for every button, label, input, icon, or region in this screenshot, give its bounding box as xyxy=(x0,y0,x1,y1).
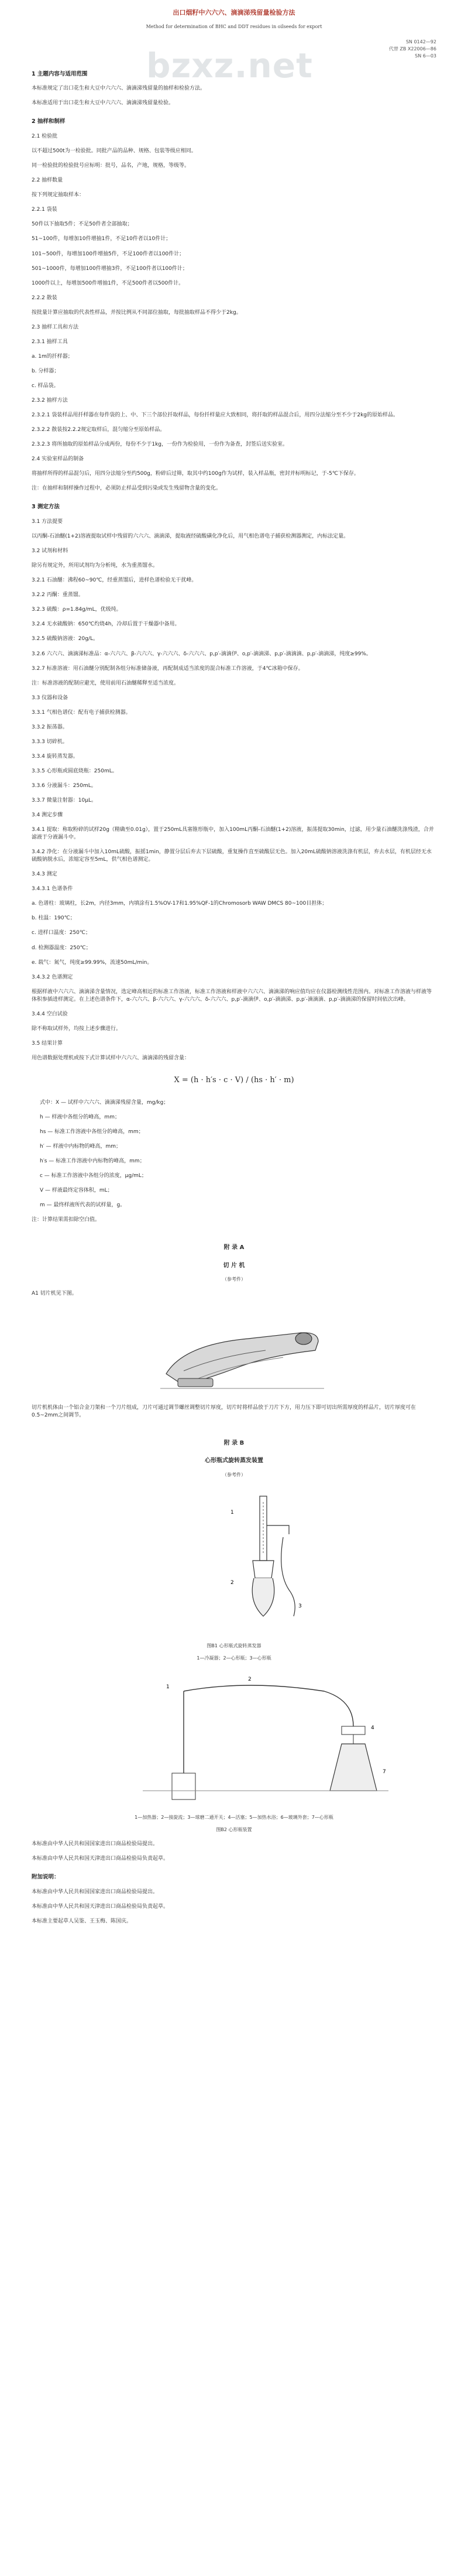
formula-variable: c — 标准工作溶液中各组分的浓度，μg/mL； xyxy=(40,1173,147,1179)
paragraph: 除不称取试样外，均按上述步骤进行。 xyxy=(32,1025,122,1032)
appendix-b-title: 心形瓶式旋转蒸发装置 xyxy=(205,1458,263,1465)
paragraph: 3.3.3 切碎机。 xyxy=(32,738,68,745)
svg-text:1: 1 xyxy=(230,1509,234,1516)
appendix-a-note: （参考件） xyxy=(222,1277,246,1282)
additional-note-line: 本标准由中华人民共和国天津进出口商品检验局负责起草。 xyxy=(32,1903,169,1910)
watermark: bzxz.net xyxy=(146,46,313,85)
svg-text:4: 4 xyxy=(371,1725,374,1731)
paragraph: 3.2.4 无水硫酸钠：650℃灼烧4h，冷却后置于干燥器中备用。 xyxy=(32,621,180,628)
appendix-a-item: A1 切片机见下图。 xyxy=(32,1290,77,1296)
paragraph: 3.4 测定步骤 xyxy=(32,812,63,819)
formula-variables xyxy=(32,1099,436,1209)
standard-number: SN 0142—92 xyxy=(405,39,436,45)
paragraph: 2.3.2.2 散装按2.2.2规定取样后，混匀缩分至原始样品。 xyxy=(32,427,166,433)
paragraph: 3.3.4 旋转蒸发器。 xyxy=(32,753,78,760)
paragraph: 3.3.2 振荡器。 xyxy=(32,724,68,730)
paragraph: c. 样品袋。 xyxy=(32,382,59,389)
paragraph: 注：在抽样和制样操作过程中，必须防止样品受到污染或发生残留物含量的变化。 xyxy=(32,485,222,492)
paragraph: 3.3.5 心形瓶或圆底烧瓶：250mL。 xyxy=(32,768,118,774)
paragraph: 3.1 方法提要 xyxy=(32,519,63,525)
slicer-illustration xyxy=(149,1309,336,1397)
paragraph: 3.3.6 分液漏斗：250mL。 xyxy=(32,782,97,789)
paragraph: 3.5 结果计算 xyxy=(32,1040,63,1046)
paragraph: 2.4 实验室样品的制备 xyxy=(32,456,84,463)
figure-b2-caption: 图B2 心形瓶装置 xyxy=(216,1827,252,1833)
formula-variable: 式中：X — 试样中六六六、滴滴涕残留含量，mg/kg； xyxy=(40,1099,169,1106)
formula-variable: h′s — 标准工作溶液中内标物的峰高，mm； xyxy=(40,1158,145,1164)
paragraph: 3.4.4 空白试验 xyxy=(32,1011,68,1017)
paragraph: d. 检测器温度：250℃； xyxy=(32,945,91,951)
paragraph: 2.2.2 散装 xyxy=(32,295,57,301)
paragraph: 3.2.6 六六六、滴滴涕标准品：α-六六六、β-六六六、γ-六六六、δ-六六六、p,p′-滴滴伊、o,p′-滴滴涕、p,p′-滴滴滴、p,p′-滴滴涕，纯度≥99%。 xyxy=(32,651,371,657)
document-body xyxy=(32,70,436,1062)
appendix-b-text-1: 本标准由中华人民共和国国家进出口商品检验局提出。 xyxy=(32,1841,159,1847)
paragraph: 2.1 检验批 xyxy=(32,134,58,140)
calculation-formula: X = (h · h′s · c · V) / (hs · h′ · m) xyxy=(174,1075,294,1085)
appendix-b-text-2: 本标准由中华人民共和国天津进出口商品检验局负责起草。 xyxy=(32,1855,169,1862)
paragraph: 注：标准溶液的配制应避光，使用前用石油醚稀释至适当浓度。 xyxy=(32,680,180,686)
paragraph: 50件以下抽取5件；不足50件者全部抽取； xyxy=(32,221,133,228)
paragraph: 2.3.2 抽样方法 xyxy=(32,398,68,403)
paragraph: 2.3.2.3 将所抽取的原始样品分成两份，每份不少于1kg，一份作为检验用，一份作为备查，封签后送实验室。 xyxy=(32,442,288,448)
paragraph: 3.2.1 石油醚：沸程60~90℃，经重蒸馏后，进样色谱检验无干扰峰。 xyxy=(32,577,197,584)
paragraph: 2.2.1 袋装 xyxy=(32,207,57,213)
svg-text:2: 2 xyxy=(230,1579,234,1586)
document-title: 出口烟籽中六六六、滴滴涕残留量检验方法 xyxy=(173,9,295,16)
paragraph: 3.4.3.2 色谱测定 xyxy=(32,974,73,980)
replaced-standard: 代替 ZB X22006—86 xyxy=(388,46,436,52)
paragraph: 2.3.1 抽样工具 xyxy=(32,338,68,345)
formula-variable: V — 样液最终定容体积，mL； xyxy=(40,1188,113,1194)
additional-notes xyxy=(32,1889,436,1925)
paragraph: 3.2.7 标准溶液：用石油醚分别配制各组分标准储备液，再配制成适当浓度的混合标准工作溶液，于4℃冰箱中保存。 xyxy=(32,665,304,672)
formula-variable: hs — 标准工作溶液中各组分的峰高，mm； xyxy=(40,1128,144,1135)
paragraph: 本标准规定了出口花生和大豆中六六六、滴滴涕残留量的抽样和检验方法。 xyxy=(32,85,206,92)
paragraph: 3.4.3.1 色谱条件 xyxy=(32,886,73,892)
paragraph: 3.2.2 丙酮：重蒸馏。 xyxy=(32,592,84,598)
paragraph: 以丙酮-石油醚(1+2)溶液提取试样中残留的六六六、滴滴涕，提取液经硫酸磺化净化后，用气相色谱电子捕获检测器测定，内标法定量。 xyxy=(32,533,349,540)
paragraph: 按下列规定抽取样本： xyxy=(32,192,85,199)
appendix-b-note: （参考件） xyxy=(222,1472,246,1477)
paragraph: 501~1000件，每增加100件增抽3件，不足100件者以100件计； xyxy=(32,265,188,272)
svg-text:7: 7 xyxy=(383,1768,386,1775)
section-heading: 1 主题内容与适用范围 xyxy=(32,70,88,77)
paragraph: 3.4.2 净化：在分液漏斗中加入10mL硫酸，振摇1min，静置分层后弃去下层硫酸，重复操作直至硫酸层无色。加入20mL硫酸钠溶液洗涤有机层，弃去水层，有机层经无水硫酸钠脱水后，浓缩定容至5mL，供气相色谱测定。 xyxy=(32,849,432,863)
paragraph: 2.3 抽样工具和方法 xyxy=(32,324,79,330)
svg-text:1: 1 xyxy=(166,1684,170,1690)
formula-variable: h — 样液中各组分的峰高，mm； xyxy=(40,1114,120,1120)
figure-b1-caption: 图B1 心形瓶式旋转蒸发器 xyxy=(207,1643,261,1648)
paragraph: 按批量计算应抽取的代表性样品，并按比例从不同部位抽取，每批抽取样品不得少于2kg。 xyxy=(32,309,242,316)
section-heading: 2 抽样和制样 xyxy=(32,118,66,125)
svg-text:2: 2 xyxy=(248,1676,252,1682)
paragraph: 以不超过500t为一检验批。同批产品的品种、规格、包装等级应相同。 xyxy=(32,148,197,155)
formula-variable: h′ — 样液中内标物的峰高，mm； xyxy=(40,1143,122,1150)
paragraph: a. 色谱柱：玻璃柱，长2m，内径3mm，内填涂有1.5%OV-17和1.95%QF-1的Chromosorb WAW DMCS 80~100目担体； xyxy=(32,901,328,907)
additional-notes-label: 附加说明： xyxy=(32,1873,60,1880)
paragraph: 2.3.2.1 袋装样品用扦样器在每件袋的上、中、下三个部位扦取样品，每份扦样量应大致相同，将扦取的样品混合后，用四分法缩分至不少于2kg的原始样品。 xyxy=(32,412,399,419)
appendix-b-label: 附 录 B xyxy=(223,1439,245,1446)
appendix-a-title: 切 片 机 xyxy=(223,1262,245,1269)
figure-b1-legend: 1—冷凝器；2—心形瓶；3—心形瓶 xyxy=(197,1655,271,1661)
paragraph: 3.3 仪器和设备 xyxy=(32,695,68,701)
paragraph: 用色谱数据处理机或按下式计算试样中六六六、滴滴涕的残留含量： xyxy=(32,1055,190,1061)
paragraph: 根据样液中六六六、滴滴涕含量情况，选定峰高相近的标准工作溶液，标准工作溶液和样液中六六六、滴滴涕的响应值均应在仪器检测线性范围内。对标准工作溶液与样液等体积参插进样测定。在上述色谱条件下，α-六六六、β-六六六、γ-六六六、δ-六六六、p,p′-滴滴伊、o,p′-滴滴涕、p,p′-滴滴滴、p,p′-滴滴涕的保留时间依次出峰。 xyxy=(32,988,432,1003)
additional-note-line: 本标准主要起草人吴鉴、王玉梅、陈国庆。 xyxy=(32,1918,132,1924)
paragraph: b. 柱温：190℃； xyxy=(32,915,75,922)
svg-text:3: 3 xyxy=(298,1603,302,1609)
paragraph: 3.3.1 气相色谱仪：配有电子捕获检测器。 xyxy=(32,709,131,716)
paragraph: 51~100件，每增加10件增抽1件，不足10件者以10件计； xyxy=(32,236,171,242)
appendix-a-description: 切片机机体由一个铝合金刀架和一个刀片组成，刀片可通过调节螺丝调整切片厚度，切片时将样品放于刀片下方，用力压下即可切出所需厚度的样品片，切片厚度可在0.5~2mm之间调节。 xyxy=(32,1404,417,1418)
formula-variable: m — 最终样液所代表的试样量，g。 xyxy=(40,1202,126,1209)
paragraph: 3.4.3 测定 xyxy=(32,871,57,878)
additional-note-line: 本标准由中华人民共和国国家进出口商品检验局提出。 xyxy=(32,1889,159,1895)
document-subtitle: Method for determination of BHC and DDT residues in oilseeds for export xyxy=(146,23,322,29)
paragraph: c. 进样口温度：250℃； xyxy=(32,930,91,936)
paragraph: 1000件以上，每增加500件增抽1件，不足500件者以500件计。 xyxy=(32,280,184,286)
paragraph: 3.2.3 硫酸：ρ=1.84g/mL，优级纯。 xyxy=(32,607,122,613)
paragraph: 2.2 抽样数量 xyxy=(32,177,63,184)
paragraph: 3.4.1 提取：称取粉碎的试样20g（精确至0.01g），置于250mL具塞锥形瓶中，加入100mL丙酮-石油醚(1+2)溶液，振荡提取30min，过滤，用少量石油醚洗涤残渣，合并滤液于分液漏斗中。 xyxy=(32,827,434,841)
concentration-apparatus-illustration xyxy=(131,1674,400,1808)
paragraph: 3.2.5 硫酸钠溶液：20g/L。 xyxy=(32,636,98,642)
paragraph: 将抽样所得的样品混匀后，用四分法缩分至约500g，粉碎后过筛，取其中约100g作为试样，装入样品瓶，密封并标明标记，于-5℃下保存。 xyxy=(32,471,359,477)
paragraph: a. 1m的扦样器； xyxy=(32,353,73,360)
paragraph: b. 分样器； xyxy=(32,368,60,374)
paragraph: 本标准适用于出口花生和大豆中六六六、滴滴涕残留量检验。 xyxy=(32,100,174,107)
figure-b2-legend: 1—加热器；2—接旋流；3—球磨二通开关；4—活塞；5—加热水浴；6—玻璃外套；7—心形瓶 xyxy=(135,1814,333,1820)
paragraph: 3.3.7 微量注射器：10μL。 xyxy=(32,797,97,803)
appendix-a-label: 附 录 A xyxy=(223,1244,245,1251)
paragraph: 3.2 试剂和材料 xyxy=(32,548,68,555)
paragraph: 除另有规定外，所用试剂均为分析纯，水为重蒸馏水。 xyxy=(32,563,159,569)
formula-note: 注：计算结果需扣除空白值。 xyxy=(32,1217,101,1223)
standard-code: SN 6—03 xyxy=(415,53,436,59)
rotary-evaporator-illustration xyxy=(219,1490,312,1637)
paragraph: e. 载气：氮气，纯度≥99.99%，流速50mL/min。 xyxy=(32,959,153,966)
paragraph: 同一检验批的检验批号应标明：批号，品名，产地，规格，等级等。 xyxy=(32,163,190,169)
section-heading: 3 测定方法 xyxy=(32,504,60,511)
paragraph: 101~500件，每增加100件增抽5件，不足100件者以100件计； xyxy=(32,251,185,257)
